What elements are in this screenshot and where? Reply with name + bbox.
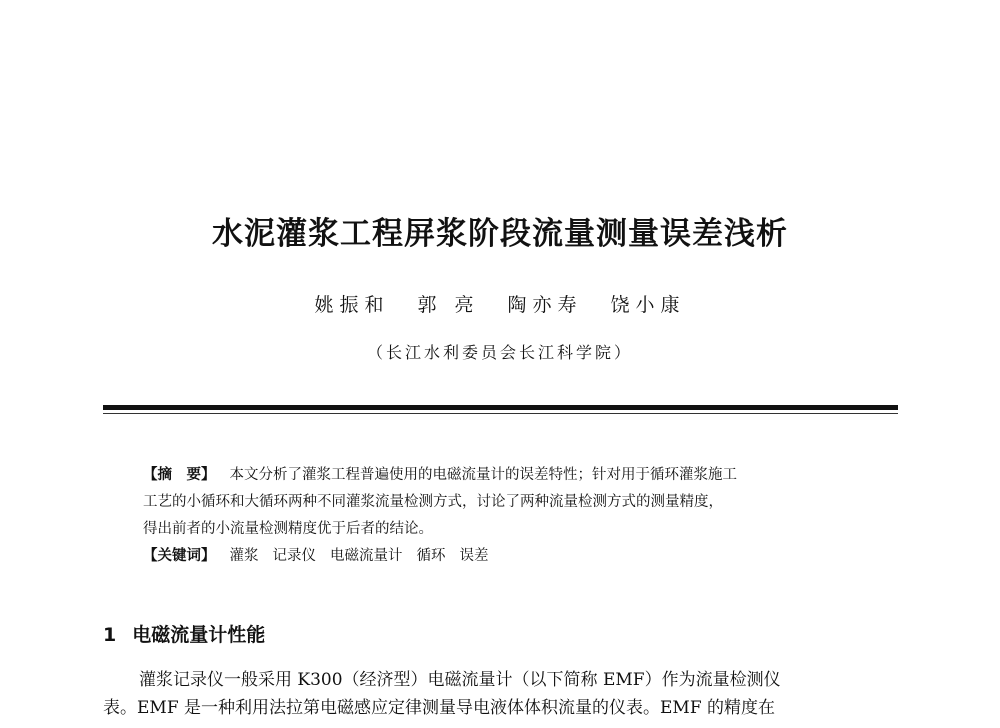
keywords-line [143,543,863,570]
author-list [0,290,1000,317]
abstract-line [143,462,863,489]
abstract-block [143,462,863,570]
keyword: 误差 [459,548,489,564]
author-affiliation: （长江水利委员会长江科学院） [366,343,633,362]
keyword: 电磁流量计 [330,548,403,564]
paper-title: 水泥灌浆工程屏浆阶段流量测量误差浅析 [212,216,788,252]
keyword: 灌浆 [229,548,259,564]
section-title: 电磁流量计性能 [132,624,266,646]
keyword: 记录仪 [272,548,316,564]
author-name: 饶小康 [610,294,686,316]
header-rule-thick [103,405,898,410]
abstract-line: 得出前者的小流量检测精度优于后者的结论。 [143,521,433,537]
abstract-text: 本文分析了灌浆工程普遍使用的电磁流量计的误差特性；针对用于循环灌浆施工 [229,467,737,483]
body-paragraph [103,666,903,722]
section-number: 1 [103,624,117,646]
header-rule-thin [103,413,898,414]
author-name: 郭 亮 [417,294,480,316]
abstract-label: 【摘 要】 [143,467,216,483]
keywords-label: 【关键词】 [143,548,216,564]
author-name: 陶亦寿 [507,294,583,316]
abstract-line: 工艺的小循环和大循环两种不同灌浆流量检测方式，讨论了两种流量检测方式的测量精度， [143,494,723,510]
author-name: 姚振和 [314,294,390,316]
section-heading [103,620,265,647]
keyword: 循环 [416,548,446,564]
body-line: 灌浆记录仪一般采用 K300（经济型）电磁流量计（以下简称 EMF）作为流量检测仪 [139,670,781,690]
body-line: 表。EMF 是一种利用法拉第电磁感应定律测量导电液体体积流量的仪表。EMF 的精度在 [103,698,776,718]
